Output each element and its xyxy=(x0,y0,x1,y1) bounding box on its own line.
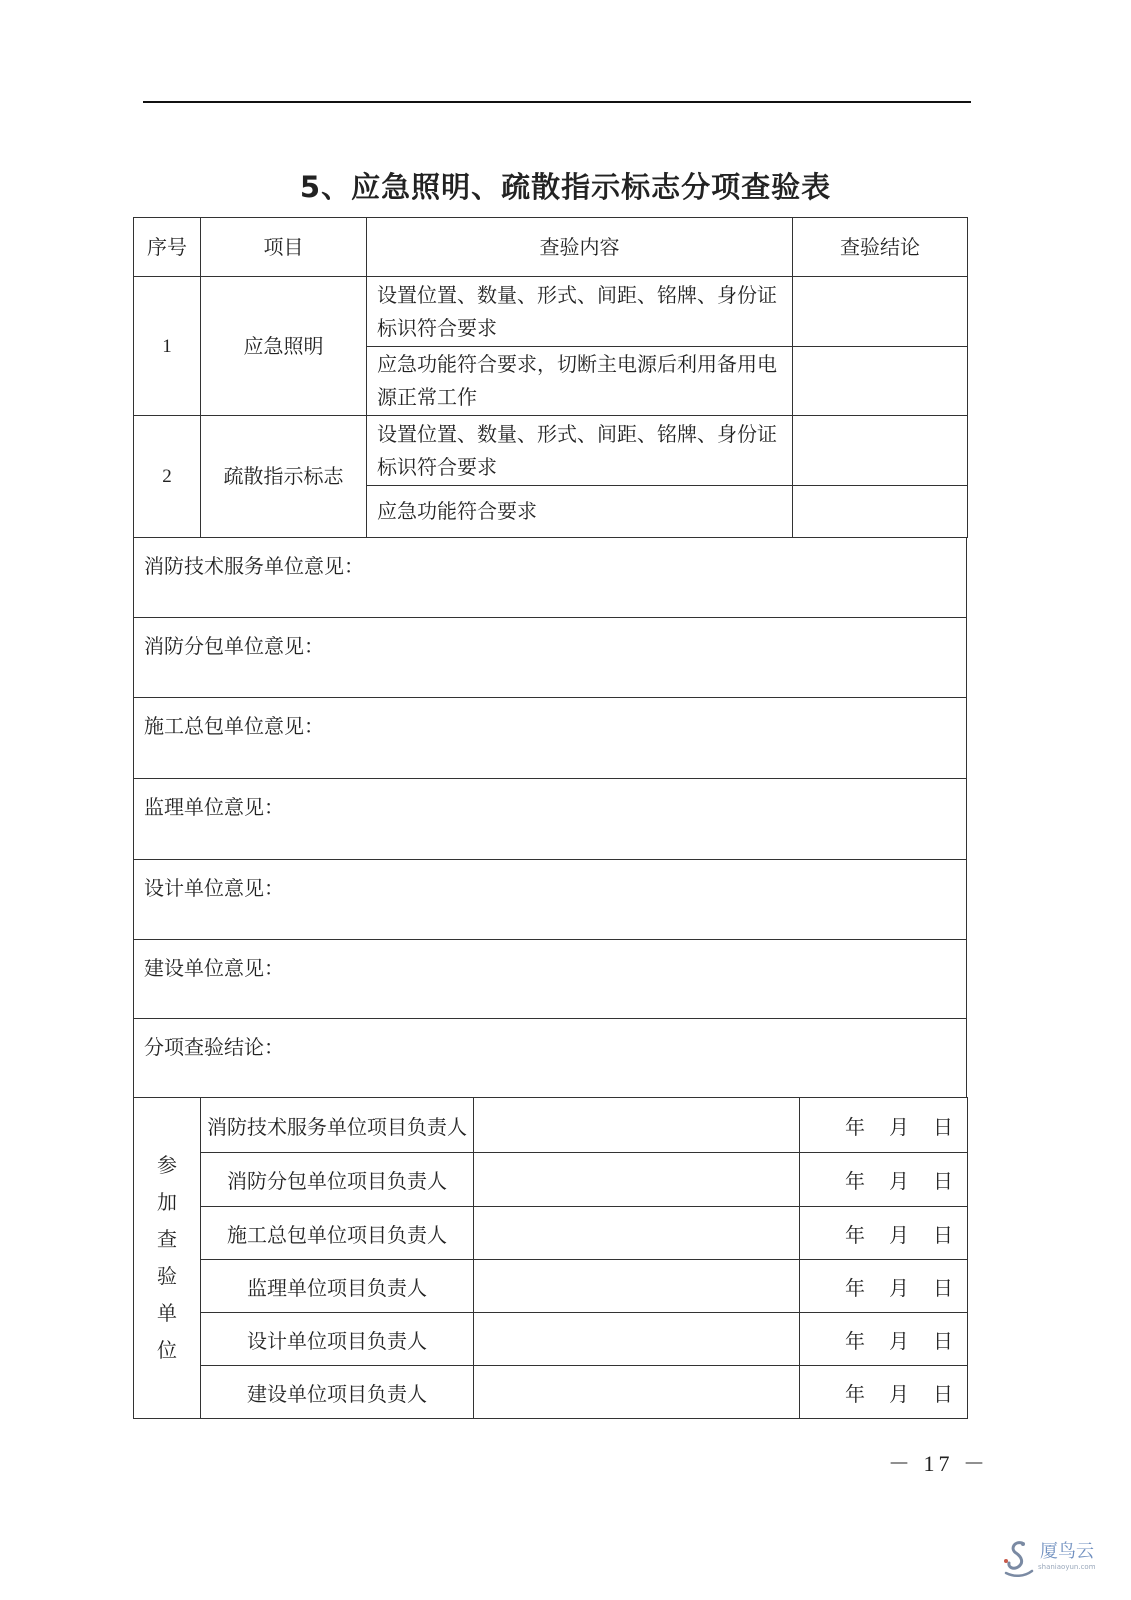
opinion-table xyxy=(133,537,967,1098)
conclusion-cell[interactable] xyxy=(793,347,968,416)
row-content: 设置位置、数量、形式、间距、铭牌、身份证标识符合要求 xyxy=(367,416,793,486)
inspection-table xyxy=(133,217,968,538)
header-content: 查验内容 xyxy=(367,218,793,277)
table-header-row xyxy=(134,218,968,277)
opinion-fire-subcontractor[interactable]: 消防分包单位意见： xyxy=(134,618,967,698)
conclusion-cell[interactable] xyxy=(793,416,968,486)
role-label: 消防分包单位项目负责人 xyxy=(201,1153,474,1207)
signature-cell[interactable] xyxy=(474,1153,800,1207)
header-no: 序号 xyxy=(134,218,201,277)
participants-label: 参 加 查 验 单 位 xyxy=(134,1098,201,1419)
table-row xyxy=(134,277,968,347)
signature-cell[interactable] xyxy=(474,1098,800,1153)
opinion-owner[interactable]: 建设单位意见： xyxy=(134,940,967,1019)
signature-row xyxy=(134,1313,968,1366)
date-cell[interactable]: 年 月 日 xyxy=(800,1098,968,1153)
table-row xyxy=(134,416,968,486)
page-title: 5、应急照明、疏散指示标志分项查验表 xyxy=(299,170,832,204)
page-number: － 17 － xyxy=(888,1451,990,1476)
date-cell[interactable]: 年 月 日 xyxy=(800,1207,968,1260)
date-cell[interactable]: 年 月 日 xyxy=(800,1153,968,1207)
signature-cell[interactable] xyxy=(474,1207,800,1260)
row-no: 1 xyxy=(134,277,201,416)
role-label: 消防技术服务单位项目负责人 xyxy=(201,1098,474,1153)
watermark-text: 厦鸟云 xyxy=(1040,1541,1094,1562)
role-label: 设计单位项目负责人 xyxy=(201,1313,474,1366)
date-cell[interactable]: 年 月 日 xyxy=(800,1366,968,1419)
signature-cell[interactable] xyxy=(474,1260,800,1313)
conclusion-cell[interactable] xyxy=(793,277,968,347)
signature-table xyxy=(133,1097,968,1419)
watermark xyxy=(998,1535,1098,1585)
role-label: 施工总包单位项目负责人 xyxy=(201,1207,474,1260)
date-cell[interactable]: 年 月 日 xyxy=(800,1313,968,1366)
signature-cell[interactable] xyxy=(474,1366,800,1419)
signature-cell[interactable] xyxy=(474,1313,800,1366)
row-content: 应急功能符合要求 xyxy=(367,486,793,538)
signature-row xyxy=(134,1098,968,1153)
row-content: 设置位置、数量、形式、间距、铭牌、身份证标识符合要求 xyxy=(367,277,793,347)
row-no: 2 xyxy=(134,416,201,538)
row-item: 应急照明 xyxy=(201,277,367,416)
signature-row xyxy=(134,1207,968,1260)
opinion-supervision[interactable]: 监理单位意见： xyxy=(134,779,967,860)
opinion-general-contractor[interactable]: 施工总包单位意见： xyxy=(134,698,967,779)
opinion-fire-tech-service[interactable]: 消防技术服务单位意见： xyxy=(134,538,967,618)
date-cell[interactable]: 年 月 日 xyxy=(800,1260,968,1313)
role-label: 监理单位项目负责人 xyxy=(201,1260,474,1313)
header-rule xyxy=(143,101,971,103)
signature-row xyxy=(134,1153,968,1207)
signature-row xyxy=(134,1260,968,1313)
role-label: 建设单位项目负责人 xyxy=(201,1366,474,1419)
conclusion-cell[interactable] xyxy=(793,486,968,538)
header-item: 项目 xyxy=(201,218,367,277)
watermark-url: shaniaoyun.com xyxy=(1038,1563,1096,1571)
signature-row xyxy=(134,1366,968,1419)
row-content: 应急功能符合要求，切断主电源后利用备用电源正常工作 xyxy=(367,347,793,416)
row-item: 疏散指示标志 xyxy=(201,416,367,538)
opinion-design[interactable]: 设计单位意见： xyxy=(134,860,967,940)
inspection-conclusion[interactable]: 分项查验结论： xyxy=(134,1019,967,1098)
header-conclusion: 查验结论 xyxy=(793,218,968,277)
bird-logo-icon xyxy=(1000,1537,1036,1579)
